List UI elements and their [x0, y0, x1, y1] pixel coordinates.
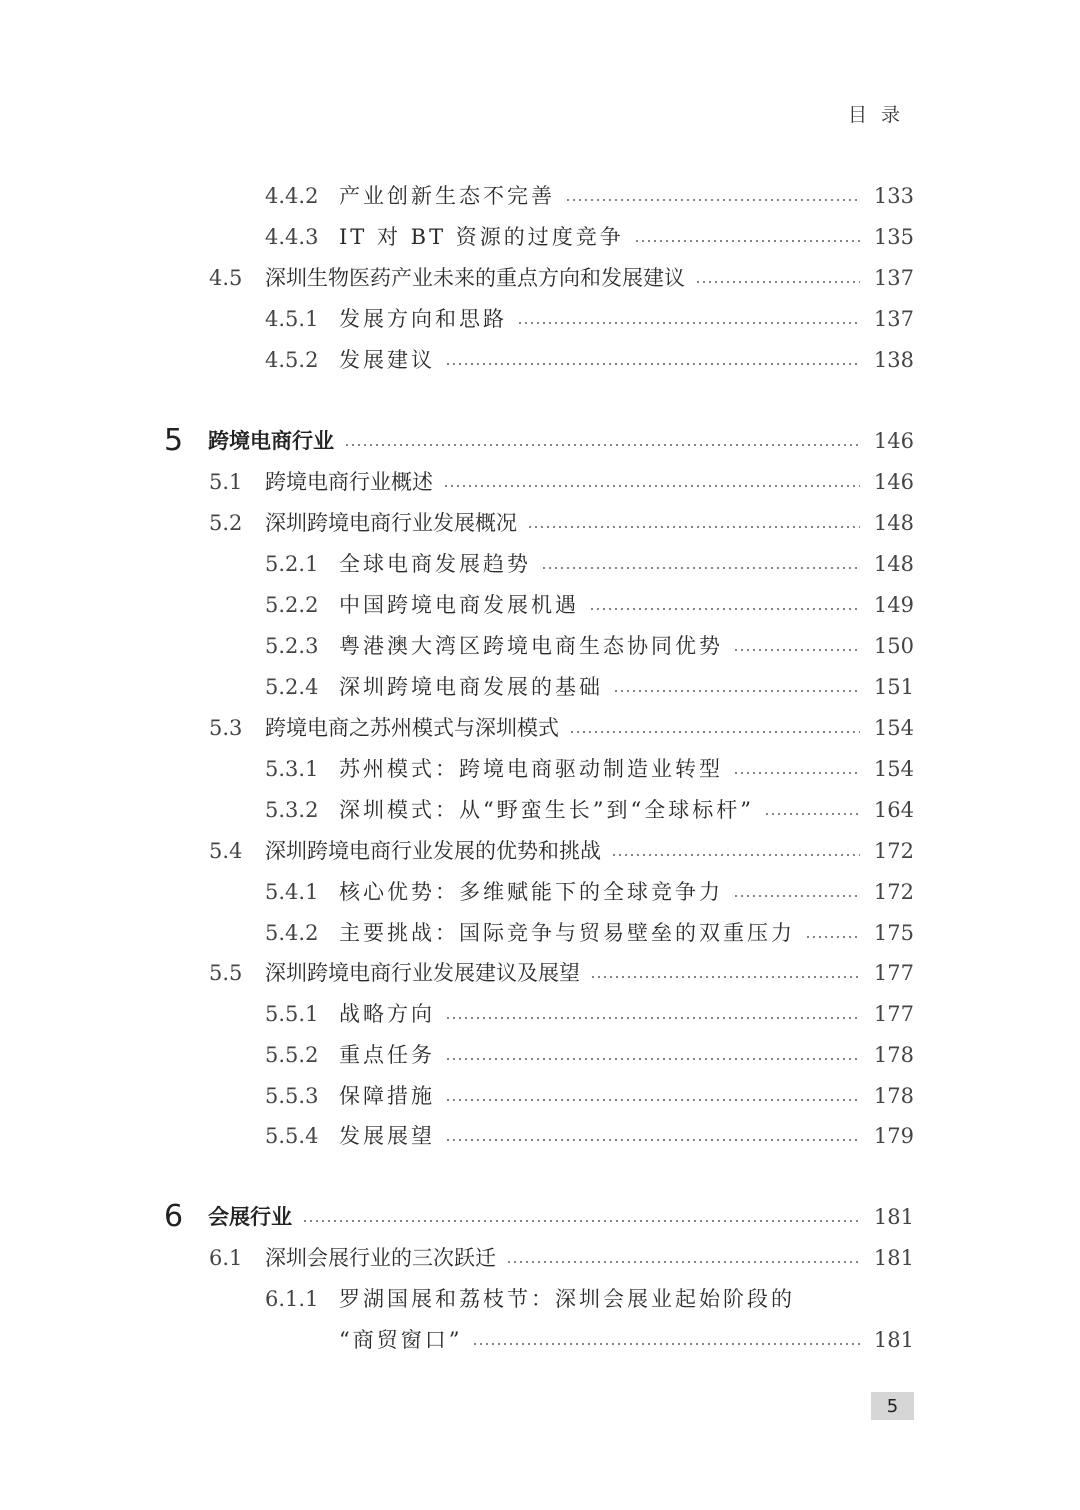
entry-number: 4.5 [209, 266, 243, 290]
entry-title: 粤港澳大湾区跨境电商生态协同优势 [339, 634, 723, 658]
entry-number: 5.2.2 [265, 593, 319, 617]
toc-entry[interactable] [0, 994, 1080, 1034]
chapter-title: 会展行业 [208, 1205, 292, 1229]
entry-page: 178 [873, 1043, 914, 1067]
entry-number: 5.5.2 [265, 1043, 319, 1067]
entry-page: 138 [873, 348, 914, 372]
chapter-number: 5 [164, 423, 184, 458]
entry-title: 重点任务 [339, 1043, 435, 1067]
toc-entry[interactable] [0, 258, 1080, 298]
entry-title: 战略方向 [339, 1002, 435, 1026]
entry-page: 135 [873, 225, 914, 249]
dot-leader [541, 567, 860, 569]
entry-page: 149 [873, 593, 914, 617]
entry-number: 6.1.1 [265, 1287, 319, 1311]
entry-page: 137 [873, 307, 914, 331]
entry-title: 深圳跨境电商行业发展建议及展望 [265, 961, 580, 985]
entry-title: 发展方向和思路 [339, 307, 507, 331]
toc-entry[interactable] [0, 585, 1080, 625]
dot-leader [764, 813, 860, 815]
dot-leader [569, 731, 860, 733]
toc-chapter[interactable] [0, 1197, 1080, 1237]
chapter-number: 6 [164, 1199, 184, 1234]
entry-page: 146 [873, 470, 914, 494]
dot-leader [590, 976, 860, 978]
entry-number: 5.3 [209, 716, 243, 740]
entry-page: 148 [873, 511, 914, 535]
entry-title: 苏州模式：跨境电商驱动制造业转型 [339, 757, 723, 781]
entry-title: “商贸窗口” [339, 1328, 463, 1352]
entry-title: 罗湖国展和荔枝节：深圳会展业起始阶段的 [339, 1287, 795, 1311]
dot-leader [527, 526, 860, 528]
entry-page: 133 [873, 184, 914, 208]
entry-number: 4.5.1 [265, 307, 319, 331]
entry-title: IT 对 BT 资源的过度竞争 [339, 225, 624, 249]
toc-entry[interactable] [0, 831, 1080, 871]
toc-entry[interactable] [0, 544, 1080, 584]
chapter-title: 跨境电商行业 [208, 429, 334, 453]
toc-entry[interactable] [0, 953, 1080, 993]
toc-entry[interactable] [0, 913, 1080, 953]
running-header: 目录 [847, 104, 914, 126]
entry-page: 181 [873, 1205, 914, 1229]
dot-leader [445, 1017, 860, 1019]
toc-entry[interactable] [0, 708, 1080, 748]
entry-title: 跨境电商行业概述 [265, 470, 433, 494]
dot-leader [443, 485, 860, 487]
entry-title: 全球电商发展趋势 [339, 552, 531, 576]
entry-number: 5.3.2 [265, 798, 319, 822]
entry-number: 4.4.2 [265, 184, 319, 208]
dot-leader [589, 608, 860, 610]
toc-entry[interactable] [0, 340, 1080, 380]
entry-title: 产业创新生态不完善 [339, 184, 555, 208]
entry-number: 5.4.1 [265, 880, 319, 904]
dot-leader [613, 690, 860, 692]
dot-leader [445, 1099, 860, 1101]
toc-entry[interactable] [0, 790, 1080, 830]
entry-title: 发展展望 [339, 1124, 435, 1148]
entry-page: 177 [873, 961, 914, 985]
toc-entry[interactable] [0, 503, 1080, 543]
entry-page: 150 [873, 634, 914, 658]
entry-number: 5.4.2 [265, 921, 319, 945]
entry-page: 148 [873, 552, 914, 576]
entry-title: 主要挑战：国际竞争与贸易壁垒的双重压力 [339, 921, 795, 945]
entry-number: 5.2.3 [265, 634, 319, 658]
entry-page: 181 [873, 1328, 914, 1352]
dot-leader [445, 1058, 860, 1060]
dot-leader [445, 363, 860, 365]
dot-leader [344, 444, 860, 446]
entry-number: 5.1 [209, 470, 243, 494]
toc-entry-continuation[interactable] [0, 1320, 1080, 1360]
entry-number: 6.1 [209, 1246, 243, 1270]
dot-leader [472, 1343, 859, 1345]
entry-page: 154 [873, 757, 914, 781]
entry-title: 深圳生物医药产业未来的重点方向和发展建议 [265, 266, 685, 290]
dot-leader [517, 322, 860, 324]
entry-title: 深圳跨境电商发展的基础 [339, 675, 603, 699]
toc-entry[interactable] [0, 462, 1080, 502]
entry-page: 179 [873, 1124, 914, 1148]
dot-leader [695, 281, 860, 283]
entry-page: 172 [873, 839, 914, 863]
entry-page: 146 [873, 429, 914, 453]
toc-entry[interactable] [0, 667, 1080, 707]
entry-page: 175 [873, 921, 914, 945]
entry-number: 4.4.3 [265, 225, 319, 249]
toc-entry[interactable] [0, 1279, 1080, 1319]
toc-chapter[interactable] [0, 421, 1080, 461]
dot-leader [634, 240, 860, 242]
entry-number: 4.5.2 [265, 348, 319, 372]
entry-page: 164 [873, 798, 914, 822]
toc-entry[interactable] [0, 176, 1080, 216]
entry-number: 5.2 [209, 511, 243, 535]
dot-leader [733, 772, 860, 774]
entry-title: 中国跨境电商发展机遇 [339, 593, 579, 617]
entry-number: 5.2.4 [265, 675, 319, 699]
entry-number: 5.5.1 [265, 1002, 319, 1026]
toc-entry[interactable] [0, 749, 1080, 789]
entry-title: 深圳跨境电商行业发展概况 [265, 511, 517, 535]
entry-page: 137 [873, 266, 914, 290]
entry-number: 5.5.3 [265, 1084, 319, 1108]
entry-number: 5.4 [209, 839, 243, 863]
entry-page: 177 [873, 1002, 914, 1026]
entry-page: 181 [873, 1246, 914, 1270]
toc-entry[interactable] [0, 872, 1080, 912]
entry-page: 172 [873, 880, 914, 904]
entry-page: 154 [873, 716, 914, 740]
dot-leader [565, 199, 860, 201]
toc-entry[interactable] [0, 299, 1080, 339]
toc-entry[interactable] [0, 1035, 1080, 1075]
dot-leader [805, 936, 860, 938]
entry-title: 跨境电商之苏州模式与深圳模式 [265, 716, 559, 740]
entry-page: 178 [873, 1084, 914, 1108]
entry-title: 深圳会展行业的三次跃迁 [265, 1246, 496, 1270]
entry-page: 151 [873, 675, 914, 699]
page-number-badge: 5 [871, 1392, 914, 1420]
toc-entry[interactable] [0, 217, 1080, 257]
entry-title: 核心优势：多维赋能下的全球竞争力 [339, 880, 723, 904]
entry-number: 5.2.1 [265, 552, 319, 576]
dot-leader [506, 1261, 860, 1263]
entry-title: 发展建议 [339, 348, 435, 372]
toc-entry[interactable] [0, 1116, 1080, 1156]
entry-number: 5.5.4 [265, 1124, 319, 1148]
toc-entry[interactable] [0, 1238, 1080, 1278]
toc-entry[interactable] [0, 1076, 1080, 1116]
dot-leader [611, 854, 860, 856]
dot-leader [445, 1139, 860, 1141]
dot-leader [733, 895, 860, 897]
entry-number: 5.5 [209, 961, 243, 985]
toc-entry[interactable] [0, 626, 1080, 666]
entry-title: 深圳跨境电商行业发展的优势和挑战 [265, 839, 601, 863]
dot-leader [733, 649, 860, 651]
entry-number: 5.3.1 [265, 757, 319, 781]
entry-title: 深圳模式：从“野蛮生长”到“全球标杆” [339, 798, 754, 822]
entry-title: 保障措施 [339, 1084, 435, 1108]
dot-leader [302, 1220, 860, 1222]
